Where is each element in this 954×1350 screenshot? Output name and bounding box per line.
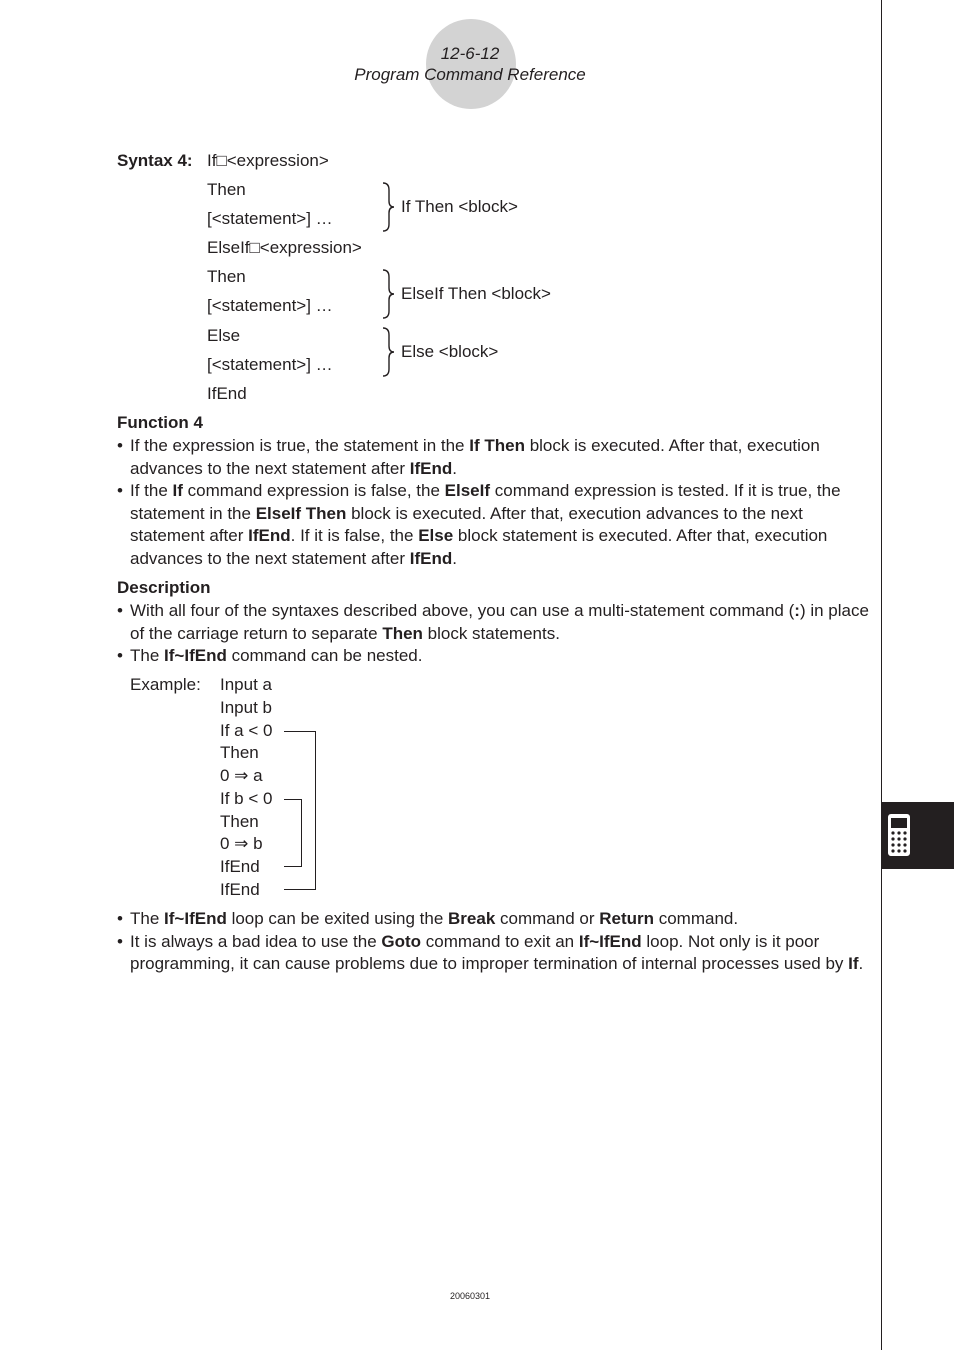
chapter-tab [882,802,954,869]
text-run: If the [130,481,173,501]
syntax-line: Then [207,180,246,199]
bold-term: Else [418,526,454,546]
bullet-item [117,600,869,645]
example-line: Then [220,812,259,831]
syntax-line: [<statement>] … [207,355,333,374]
text-run: It is always a bad idea to use the [130,931,382,951]
text-run: . [452,458,457,478]
text-run: command can be nested. [226,646,423,666]
bold-term: If [848,954,859,974]
example-label: Example: [130,675,201,694]
bold-term: ElseIf Then [255,503,347,523]
bullet-item [117,435,869,480]
bold-term: If [172,481,183,501]
text-run: command or [495,909,600,928]
example-line: If a < 0 [220,721,273,740]
description-heading: Description [117,578,211,597]
bullet-item [117,480,869,570]
bold-term: If Then [469,436,525,455]
text-run: . If it is false, the [290,526,419,546]
bold-term: Return [599,909,654,928]
text-run: With all four of the syntaxes described above, you can use a multi-statement command ( [130,601,795,620]
syntax-line: [<statement>] … [207,296,333,315]
text-run: command expression is tested. If it is true, the statement in the [130,481,841,523]
bullet-item [117,908,869,931]
example-line: Then [220,743,259,762]
closing-bullets [117,908,869,976]
text-run: . [858,954,864,974]
example-line: IfEnd [220,880,260,899]
bold-term: IfEnd [248,526,291,546]
bold-term: If~IfEnd [164,646,227,666]
bold-term: ElseIf [444,481,491,501]
text-run: loop can be exited using the [226,909,449,928]
description-bullets [117,600,869,668]
right-brace [380,269,396,319]
function-heading: Function 4 [117,413,203,432]
text-run: block is executed. After that, execution advances to the next statement after [130,503,803,546]
example-line: If b < 0 [220,789,273,808]
text-run: command expression is false, the [182,481,445,501]
syntax-label: Syntax 4: [117,151,193,170]
example-line: 0 ⇒ a [220,766,263,785]
text-run: block is executed. After that, execution advances to the next statement after [130,436,820,478]
text-run: command to exit an [421,931,579,951]
bold-term: Break [448,909,496,928]
syntax-line: If□<expression> [207,151,329,170]
syntax-line: IfEnd [207,384,247,403]
bullet-item [117,645,869,668]
function-bullets [117,435,869,571]
text-run: . [452,548,457,568]
footer-code: 20060301 [449,1291,491,1301]
bold-term: IfEnd [409,548,453,568]
section-title: Program Command Reference [354,65,586,84]
bold-term: Goto [381,931,422,951]
example-line: Input b [220,698,272,717]
bold-term: If~IfEnd [164,909,227,928]
bullet-item [117,931,869,976]
example-line: IfEnd [220,857,260,876]
syntax-line: ElseIf□<expression> [207,238,362,257]
brace-label-if-then: If Then <block> [401,197,518,216]
bold-term: Then [382,623,423,643]
text-run: block statements. [422,623,560,643]
margin-rule [881,0,882,1350]
text-run: block statement is executed. After that, execution advances to the next statement after [130,526,828,568]
text-run: The [130,909,165,928]
text-run: loop. Not only is it poor programming, it can cause problems due to improper termination of internal processes used by [130,931,849,974]
calculator-icon [882,802,954,869]
bold-term: If~IfEnd [578,931,642,951]
brace-label-elseif-then: ElseIf Then <block> [401,284,551,303]
bold-term: IfEnd [409,458,453,478]
syntax-line: Else [207,326,241,345]
text-run: The [130,646,165,666]
brace-label-else: Else <block> [401,342,499,361]
bold-term: : [794,601,800,620]
syntax-line: [<statement>] … [207,209,333,228]
text-run: command. [654,909,739,928]
syntax-line: Then [207,267,246,286]
text-run: If the expression is true, the statement in the [130,436,470,455]
right-brace [380,182,396,232]
example-line: Input a [220,675,272,694]
page-number: 12-6-12 [440,44,500,63]
example-line: 0 ⇒ b [220,834,263,853]
right-brace [380,327,396,377]
text-run: ) in place of the carriage return to separate [130,601,869,643]
